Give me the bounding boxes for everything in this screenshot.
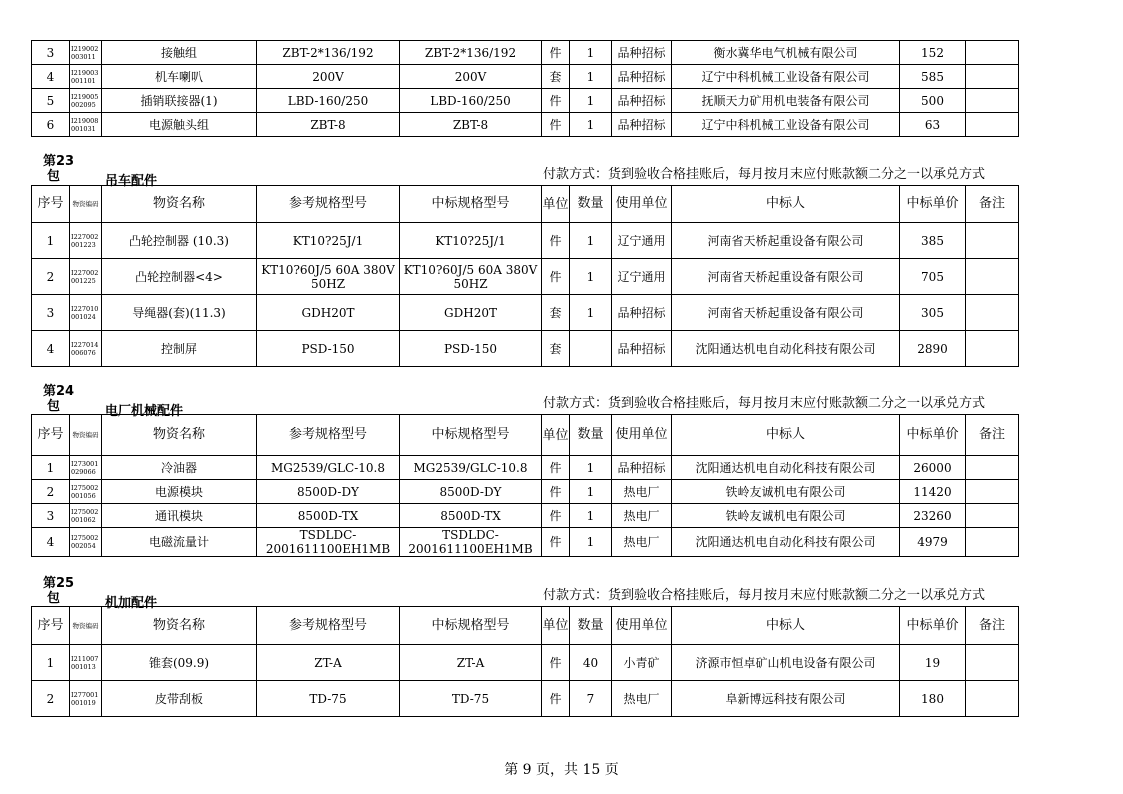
cell-unit: 件 <box>542 645 570 681</box>
cell-note <box>966 456 1019 480</box>
cell-ref: ZT-A <box>257 645 400 681</box>
cell-code: I219008001031 <box>70 113 102 137</box>
cell-ref: MG2539/GLC-10.8 <box>257 456 400 480</box>
table-row <box>32 89 1019 113</box>
cell-winner: 衡水冀华电气机械有限公司 <box>672 41 900 65</box>
package-name: 机加配件 <box>105 596 158 611</box>
cell-unit: 件 <box>542 504 570 528</box>
table-row <box>32 528 1019 557</box>
cell-unit: 件 <box>542 259 570 295</box>
cell-ref: KT10?25J/1 <box>257 223 400 259</box>
cell-name: 导绳器(套)(11.3) <box>102 295 257 331</box>
table-row <box>32 113 1019 137</box>
cell-code: I273001029066 <box>70 456 102 480</box>
cell-qty: 1 <box>570 456 612 480</box>
column-header-price: 中标单价 <box>900 415 966 456</box>
column-header-user: 使用单位 <box>612 415 672 456</box>
column-header-note: 备注 <box>966 415 1019 456</box>
column-header-name: 物资名称 <box>102 607 257 645</box>
column-header-price: 中标单价 <box>900 607 966 645</box>
cell-note <box>966 65 1019 89</box>
cell-name: 皮带刮板 <box>102 681 257 717</box>
continuation-table <box>31 40 1019 137</box>
cell-price: 23260 <box>900 504 966 528</box>
package-table <box>31 414 1019 557</box>
cell-winner: 抚顺天力矿用机电装备有限公司 <box>672 89 900 113</box>
cell-qty: 1 <box>570 480 612 504</box>
cell-unit: 件 <box>542 113 570 137</box>
cell-user: 品种招标 <box>612 331 672 367</box>
cell-qty: 1 <box>570 113 612 137</box>
package-number-text: 第23 <box>43 154 75 169</box>
cell-unit: 套 <box>542 295 570 331</box>
table-row <box>32 645 1019 681</box>
cell-user: 品种招标 <box>612 113 672 137</box>
cell-price: 19 <box>900 645 966 681</box>
cell-user: 辽宁通用 <box>612 259 672 295</box>
cell-name: 插销联接器(1) <box>102 89 257 113</box>
cell-name: 控制屏 <box>102 331 257 367</box>
cell-code: I211007001013 <box>70 645 102 681</box>
cell-bid: GDH20T <box>400 295 542 331</box>
package-number-text: 第24 <box>43 384 75 399</box>
cell-ref: ZBT-2*136/192 <box>257 41 400 65</box>
column-header-no: 序号 <box>32 607 70 645</box>
column-header-qty: 数量 <box>570 186 612 223</box>
column-header-unit: 单位 <box>542 607 570 645</box>
column-header-code: 物资编码 <box>70 607 102 645</box>
cell-ref: 8500D-DY <box>257 480 400 504</box>
cell-no: 2 <box>32 480 70 504</box>
cell-price: 180 <box>900 681 966 717</box>
payment-terms: 付款方式：货到验收合格挂账后，每月按月末应付账款额二分之一以承兑方式 <box>543 167 986 182</box>
cell-no: 5 <box>32 89 70 113</box>
cell-qty: 1 <box>570 65 612 89</box>
cell-note <box>966 113 1019 137</box>
cell-user: 品种招标 <box>612 41 672 65</box>
cell-code: I275002001056 <box>70 480 102 504</box>
cell-winner: 河南省天桥起重设备有限公司 <box>672 259 900 295</box>
cell-no: 1 <box>32 456 70 480</box>
cell-price: 152 <box>900 41 966 65</box>
cell-qty: 1 <box>570 223 612 259</box>
cell-user: 品种招标 <box>612 456 672 480</box>
cell-note <box>966 89 1019 113</box>
page-footer: 第 9 页，共 15 页 <box>504 762 619 778</box>
cell-bid: ZT-A <box>400 645 542 681</box>
column-header-unit: 单位 <box>542 186 570 223</box>
cell-note <box>966 331 1019 367</box>
payment-terms: 付款方式：货到验收合格挂账后，每月按月末应付账款额二分之一以承兑方式 <box>543 396 986 411</box>
table-row <box>32 480 1019 504</box>
cell-qty: 1 <box>570 89 612 113</box>
column-header-code: 物资编码 <box>70 186 102 223</box>
column-header-no: 序号 <box>32 186 70 223</box>
cell-note <box>966 504 1019 528</box>
column-header-note: 备注 <box>966 186 1019 223</box>
cell-no: 3 <box>32 295 70 331</box>
cell-unit: 件 <box>542 223 570 259</box>
cell-ref: 200V <box>257 65 400 89</box>
cell-ref: ZBT-8 <box>257 113 400 137</box>
table-row <box>32 681 1019 717</box>
cell-unit: 件 <box>542 89 570 113</box>
cell-price: 305 <box>900 295 966 331</box>
cell-name: 电源模块 <box>102 480 257 504</box>
package-suffix: 包 <box>47 591 61 606</box>
cell-bid: KT10?25J/1 <box>400 223 542 259</box>
cell-code: I227014006076 <box>70 331 102 367</box>
package-name: 电厂机械配件 <box>105 404 184 419</box>
column-header-code: 物资编码 <box>70 415 102 456</box>
cell-price: 4979 <box>900 528 966 557</box>
table-row <box>32 41 1019 65</box>
cell-ref: LBD-160/250 <box>257 89 400 113</box>
cell-ref: KT10?60J/5 60A 380V 50HZ <box>257 259 400 295</box>
cell-user: 热电厂 <box>612 681 672 717</box>
table-row <box>32 295 1019 331</box>
cell-bid: 200V <box>400 65 542 89</box>
table-row <box>32 331 1019 367</box>
cell-code: I277001001019 <box>70 681 102 717</box>
cell-name: 电磁流量计 <box>102 528 257 557</box>
cell-note <box>966 259 1019 295</box>
cell-note <box>966 295 1019 331</box>
cell-qty: 40 <box>570 645 612 681</box>
cell-price: 705 <box>900 259 966 295</box>
column-header-user: 使用单位 <box>612 186 672 223</box>
cell-unit: 件 <box>542 681 570 717</box>
column-header-qty: 数量 <box>570 607 612 645</box>
cell-ref: PSD-150 <box>257 331 400 367</box>
cell-user: 热电厂 <box>612 504 672 528</box>
cell-winner: 河南省天桥起重设备有限公司 <box>672 223 900 259</box>
cell-note <box>966 528 1019 557</box>
cell-unit: 件 <box>542 456 570 480</box>
cell-price: 500 <box>900 89 966 113</box>
column-header-name: 物资名称 <box>102 186 257 223</box>
column-header-price: 中标单价 <box>900 186 966 223</box>
cell-ref: GDH20T <box>257 295 400 331</box>
table-row <box>32 223 1019 259</box>
column-header-no: 序号 <box>32 415 70 456</box>
cell-no: 4 <box>32 65 70 89</box>
cell-name: 凸轮控制器 (10.3) <box>102 223 257 259</box>
cell-user: 小青矿 <box>612 645 672 681</box>
package-table <box>31 185 1019 367</box>
payment-terms: 付款方式：货到验收合格挂账后，每月按月末应付账款额二分之一以承兑方式 <box>543 588 986 603</box>
cell-price: 26000 <box>900 456 966 480</box>
table-row <box>32 456 1019 480</box>
cell-winner: 铁岭友诚机电有限公司 <box>672 504 900 528</box>
column-header-bid: 中标规格型号 <box>400 415 542 456</box>
cell-name: 机车喇叭 <box>102 65 257 89</box>
cell-winner: 阜新博远科技有限公司 <box>672 681 900 717</box>
cell-name: 电源触头组 <box>102 113 257 137</box>
cell-no: 2 <box>32 259 70 295</box>
cell-winner: 河南省天桥起重设备有限公司 <box>672 295 900 331</box>
cell-note <box>966 41 1019 65</box>
cell-code: I227010001024 <box>70 295 102 331</box>
cell-qty: 1 <box>570 41 612 65</box>
cell-winner: 辽宁中科机械工业设备有限公司 <box>672 65 900 89</box>
cell-price: 385 <box>900 223 966 259</box>
cell-no: 1 <box>32 645 70 681</box>
cell-code: I219002003011 <box>70 41 102 65</box>
cell-unit: 件 <box>542 528 570 557</box>
cell-no: 3 <box>32 41 70 65</box>
cell-qty: 1 <box>570 259 612 295</box>
table-row <box>32 504 1019 528</box>
cell-no: 2 <box>32 681 70 717</box>
cell-price: 11420 <box>900 480 966 504</box>
package-suffix: 包 <box>47 399 61 414</box>
cell-unit: 套 <box>542 65 570 89</box>
cell-bid: 8500D-TX <box>400 504 542 528</box>
cell-user: 热电厂 <box>612 480 672 504</box>
cell-code: I219003001101 <box>70 65 102 89</box>
cell-no: 4 <box>32 528 70 557</box>
column-header-qty: 数量 <box>570 415 612 456</box>
cell-note <box>966 223 1019 259</box>
package-number <box>37 384 74 414</box>
cell-bid: 8500D-DY <box>400 480 542 504</box>
column-header-name: 物资名称 <box>102 415 257 456</box>
column-header-ref: 参考规格型号 <box>257 186 400 223</box>
column-header-unit: 单位 <box>542 415 570 456</box>
package-number-text: 第25 <box>43 576 75 591</box>
cell-no: 4 <box>32 331 70 367</box>
cell-unit: 套 <box>542 331 570 367</box>
table-row <box>32 259 1019 295</box>
column-header-note: 备注 <box>966 607 1019 645</box>
cell-user: 品种招标 <box>612 295 672 331</box>
column-header-bid: 中标规格型号 <box>400 607 542 645</box>
cell-code: I275002002054 <box>70 528 102 557</box>
cell-note <box>966 681 1019 717</box>
package-number <box>37 154 74 184</box>
package-suffix: 包 <box>47 169 61 184</box>
cell-bid: MG2539/GLC-10.8 <box>400 456 542 480</box>
column-header-bid: 中标规格型号 <box>400 186 542 223</box>
cell-name: 锥套(09.9) <box>102 645 257 681</box>
table-row <box>32 65 1019 89</box>
cell-no: 1 <box>32 223 70 259</box>
cell-winner: 沈阳通达机电自动化科技有限公司 <box>672 528 900 557</box>
cell-user: 品种招标 <box>612 89 672 113</box>
cell-ref: TD-75 <box>257 681 400 717</box>
cell-bid: ZBT-2*136/192 <box>400 41 542 65</box>
cell-winner: 济源市恒卓矿山机电设备有限公司 <box>672 645 900 681</box>
column-header-winner: 中标人 <box>672 415 900 456</box>
cell-code: I227002001225 <box>70 259 102 295</box>
column-header-winner: 中标人 <box>672 186 900 223</box>
cell-user: 热电厂 <box>612 528 672 557</box>
cell-code: I219005002095 <box>70 89 102 113</box>
cell-winner: 沈阳通达机电自动化科技有限公司 <box>672 331 900 367</box>
cell-winner: 沈阳通达机电自动化科技有限公司 <box>672 456 900 480</box>
cell-bid: LBD-160/250 <box>400 89 542 113</box>
cell-unit: 件 <box>542 480 570 504</box>
cell-note <box>966 480 1019 504</box>
cell-price: 2890 <box>900 331 966 367</box>
column-header-winner: 中标人 <box>672 607 900 645</box>
cell-no: 6 <box>32 113 70 137</box>
cell-no: 3 <box>32 504 70 528</box>
cell-ref: TSDLDC-2001611100EH1MB <box>257 528 400 557</box>
cell-bid: PSD-150 <box>400 331 542 367</box>
cell-name: 接触组 <box>102 41 257 65</box>
cell-qty: 1 <box>570 504 612 528</box>
package-name: 吊车配件 <box>105 174 158 189</box>
cell-note <box>966 645 1019 681</box>
cell-price: 63 <box>900 113 966 137</box>
cell-bid: TD-75 <box>400 681 542 717</box>
package-table <box>31 606 1019 717</box>
cell-qty <box>570 331 612 367</box>
column-header-ref: 参考规格型号 <box>257 415 400 456</box>
cell-winner: 铁岭友诚机电有限公司 <box>672 480 900 504</box>
cell-winner: 辽宁中科机械工业设备有限公司 <box>672 113 900 137</box>
cell-unit: 件 <box>542 41 570 65</box>
cell-user: 品种招标 <box>612 65 672 89</box>
cell-code: I275002001062 <box>70 504 102 528</box>
cell-name: 冷油器 <box>102 456 257 480</box>
cell-bid: ZBT-8 <box>400 113 542 137</box>
cell-name: 凸轮控制器<4> <box>102 259 257 295</box>
column-header-user: 使用单位 <box>612 607 672 645</box>
cell-user: 辽宁通用 <box>612 223 672 259</box>
cell-code: I227002001223 <box>70 223 102 259</box>
column-header-ref: 参考规格型号 <box>257 607 400 645</box>
cell-price: 585 <box>900 65 966 89</box>
cell-qty: 1 <box>570 528 612 557</box>
package-number <box>37 576 74 606</box>
cell-name: 通讯模块 <box>102 504 257 528</box>
cell-qty: 1 <box>570 295 612 331</box>
cell-bid: KT10?60J/5 60A 380V 50HZ <box>400 259 542 295</box>
cell-ref: 8500D-TX <box>257 504 400 528</box>
cell-qty: 7 <box>570 681 612 717</box>
cell-bid: TSDLDC-2001611100EH1MB <box>400 528 542 557</box>
